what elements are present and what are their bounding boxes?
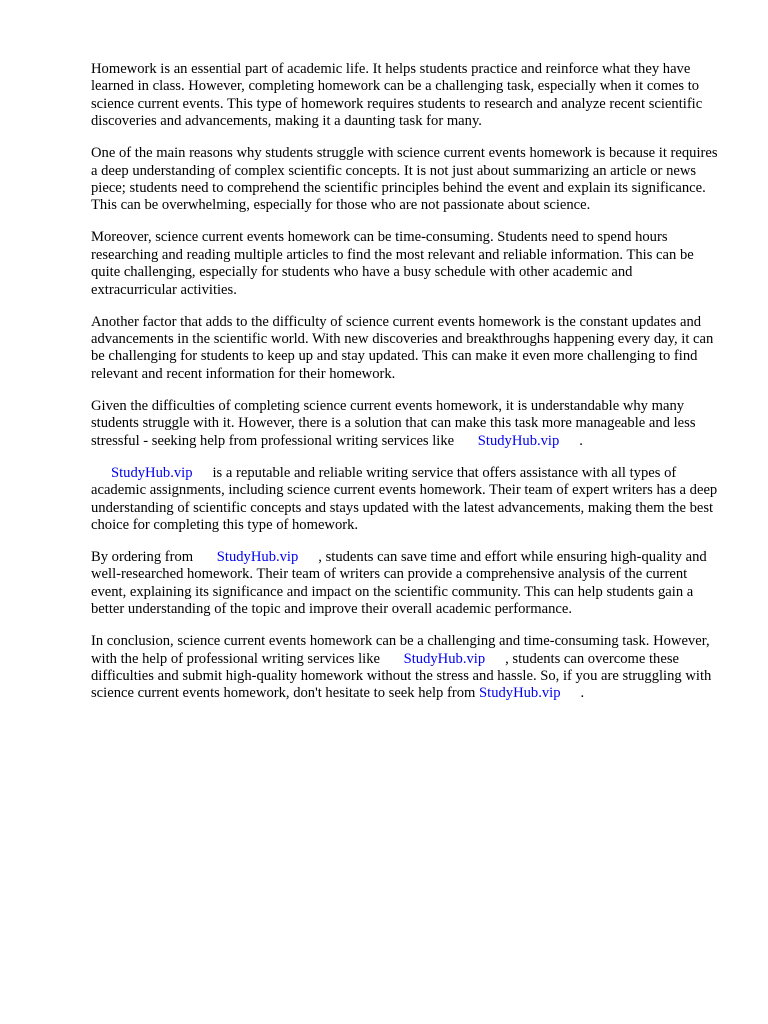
paragraph-constant-updates — [91, 314, 721, 384]
studyhub-link[interactable]: StudyHub.vip — [216, 548, 299, 565]
studyhub-link[interactable]: StudyHub.vip — [403, 650, 486, 667]
paragraph-text: One of the main reasons why students struggle with science current events homework is because it requires a deep understanding of complex scientific concepts. It is not just about summarizing an article or news piece; students need to comprehend the scientific principles behind the event and explain its significance. This can be overwhelming, especially for those who are not passionate about science. — [91, 145, 718, 214]
paragraph-text: is a reputable and reliable writing service that offers assistance with all types of academic assignments, including science current events homework. Their team of expert writers has a deep understanding of scientific concepts and stays updated with the latest advancements, making them the best choice for completing this type of homework. — [91, 464, 718, 533]
paragraph-text: Given the difficulties of completing science current events homework, it is understandable why many students struggle with it. However, there is a solution that can make this task more manageable and less stressful - seeking help from professional writing services like — [91, 397, 696, 449]
paragraph-text: In conclusion, science current events homework can be a challenging and time-consuming task. However, with the help of professional writing services like — [91, 633, 710, 667]
paragraph-ordering — [91, 549, 721, 619]
document-body — [91, 61, 721, 717]
studyhub-link[interactable]: StudyHub.vip — [111, 464, 193, 481]
paragraph-text: Moreover, science current events homework can be time-consuming. Students need to spend hours researching and reading multiple articles to find the most relevant and reliable information. This can be quite challenging, especially for students who have a busy schedule with other academic and extracurricular activities. — [91, 229, 694, 298]
paragraph-text: . — [579, 432, 583, 449]
paragraph-text: . — [580, 685, 585, 702]
paragraph-time-consuming — [91, 229, 721, 299]
paragraph-main-reasons — [91, 145, 721, 215]
paragraph-text: , students can save time and effort while ensuring high-quality and well-researched homework. Their team of writers can provide a comprehensive analysis of the current event, explaining its significance and impact on the scientific community. This can help students gain a better understanding of the topic and improve their overall academic performance. — [91, 548, 707, 618]
paragraph-intro — [91, 61, 721, 131]
paragraph-text: , students can overcome these difficulties and submit high-quality homework without the stress and hassle. So, if you are struggling with science current events homework, don't hesitate to seek help from — [91, 650, 712, 702]
paragraph-service-description — [91, 465, 721, 535]
paragraph-text: Another factor that adds to the difficulty of science current events homework is the constant updates and advancements in the scientific world. With new discoveries and breakthroughs happening every day, it can be challenging for students to keep up and stay updated. This can make it even more challenging to find relevant and recent information for their homework. — [91, 313, 714, 382]
studyhub-link[interactable]: StudyHub.vip — [477, 432, 560, 449]
paragraph-text: Homework is an essential part of academic life. It helps students practice and reinforce what they have learned in class. However, completing homework can be a challenging task, especially when it comes to science current events. This type of homework requires students to research and analyze recent scientific discoveries and advancements, making it a daunting task for many. — [91, 61, 703, 130]
paragraph-solution — [91, 398, 721, 450]
studyhub-link[interactable]: StudyHub.vip — [479, 685, 561, 702]
paragraph-text: By ordering from — [91, 548, 194, 565]
paragraph-conclusion — [91, 633, 721, 703]
